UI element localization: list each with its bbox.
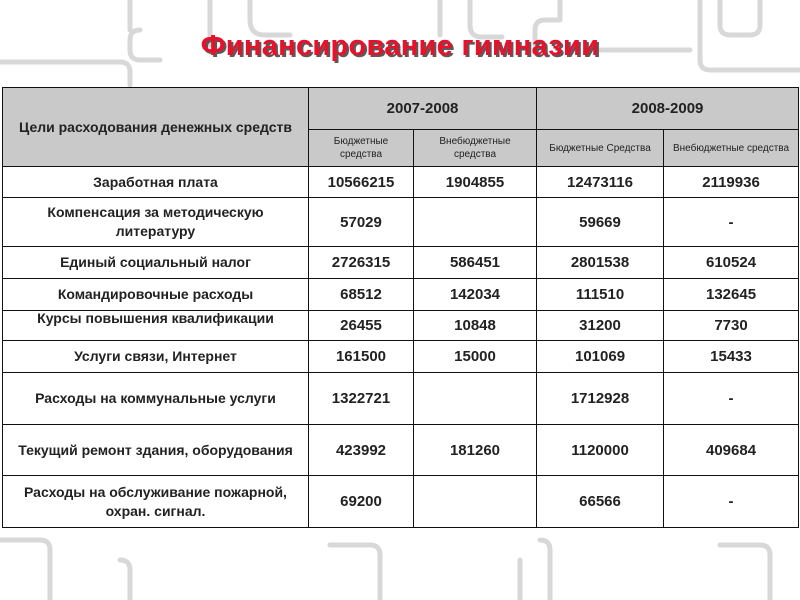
period-header-2007: 2007-2008 bbox=[309, 88, 537, 130]
subheader-budget: Бюджетные средства bbox=[309, 130, 414, 167]
row-label: Текущий ремонт здания, оборудования bbox=[3, 425, 309, 476]
subheader-extrabudget: Внебюджетные средства bbox=[664, 130, 799, 167]
cell-value: 59669 bbox=[537, 198, 664, 247]
cell-value: - bbox=[664, 198, 799, 247]
cell-value: 101069 bbox=[537, 341, 664, 373]
table-row bbox=[3, 373, 799, 425]
cell-value: 10566215 bbox=[309, 167, 414, 198]
cell-value: 610524 bbox=[664, 247, 799, 279]
cell-value: 132645 bbox=[664, 279, 799, 311]
cell-value: - bbox=[664, 476, 799, 528]
goal-column-header: Цели расходования денежных средств bbox=[3, 88, 309, 167]
cell-value: 2119936 bbox=[664, 167, 799, 198]
financing-table bbox=[2, 87, 799, 528]
subheader-extrabudget: Внебюджетные средства bbox=[414, 130, 537, 167]
row-label: Командировочные расходы bbox=[3, 279, 309, 311]
cell-value bbox=[414, 476, 537, 528]
cell-value: 1322721 bbox=[309, 373, 414, 425]
row-label: Расходы на обслуживание пожарной, охран. сигнал. bbox=[3, 476, 309, 528]
subheader-budget: Бюджетные Средства bbox=[537, 130, 664, 167]
table-row bbox=[3, 167, 799, 198]
cell-value: 57029 bbox=[309, 198, 414, 247]
table-row bbox=[3, 476, 799, 528]
cell-value: 1904855 bbox=[414, 167, 537, 198]
table-row bbox=[3, 279, 799, 311]
cell-value: 2801538 bbox=[537, 247, 664, 279]
cell-value: 26455 bbox=[309, 311, 414, 341]
row-label: Услуги связи, Интернет bbox=[3, 341, 309, 373]
cell-value bbox=[414, 198, 537, 247]
row-label: Курсы повышения квалификации bbox=[3, 311, 309, 341]
table-row bbox=[3, 247, 799, 279]
cell-value: 66566 bbox=[537, 476, 664, 528]
cell-value: 68512 bbox=[309, 279, 414, 311]
cell-value: 69200 bbox=[309, 476, 414, 528]
cell-value: 7730 bbox=[664, 311, 799, 341]
cell-value bbox=[414, 373, 537, 425]
cell-value: 2726315 bbox=[309, 247, 414, 279]
page-title: Финансирование гимназии bbox=[200, 30, 600, 62]
cell-value: 181260 bbox=[414, 425, 537, 476]
cell-value: 15000 bbox=[414, 341, 537, 373]
cell-value: 409684 bbox=[664, 425, 799, 476]
cell-value: 423992 bbox=[309, 425, 414, 476]
period-header-2008: 2008-2009 bbox=[537, 88, 799, 130]
cell-value: 586451 bbox=[414, 247, 537, 279]
row-label: Единый социальный налог bbox=[3, 247, 309, 279]
cell-value: - bbox=[664, 373, 799, 425]
table-row bbox=[3, 341, 799, 373]
cell-value: 10848 bbox=[414, 311, 537, 341]
table-body bbox=[3, 167, 799, 528]
cell-value: 1120000 bbox=[537, 425, 664, 476]
cell-value: 15433 bbox=[664, 341, 799, 373]
table-row bbox=[3, 425, 799, 476]
table-row bbox=[3, 311, 799, 341]
cell-value: 142034 bbox=[414, 279, 537, 311]
table-row bbox=[3, 198, 799, 247]
cell-value: 31200 bbox=[537, 311, 664, 341]
row-label: Компенсация за методическую литературу bbox=[3, 198, 309, 247]
cell-value: 12473116 bbox=[537, 167, 664, 198]
row-label: Расходы на коммунальные услуги bbox=[3, 373, 309, 425]
cell-value: 111510 bbox=[537, 279, 664, 311]
row-label: Заработная плата bbox=[3, 167, 309, 198]
cell-value: 1712928 bbox=[537, 373, 664, 425]
cell-value: 161500 bbox=[309, 341, 414, 373]
table-header bbox=[3, 88, 799, 167]
